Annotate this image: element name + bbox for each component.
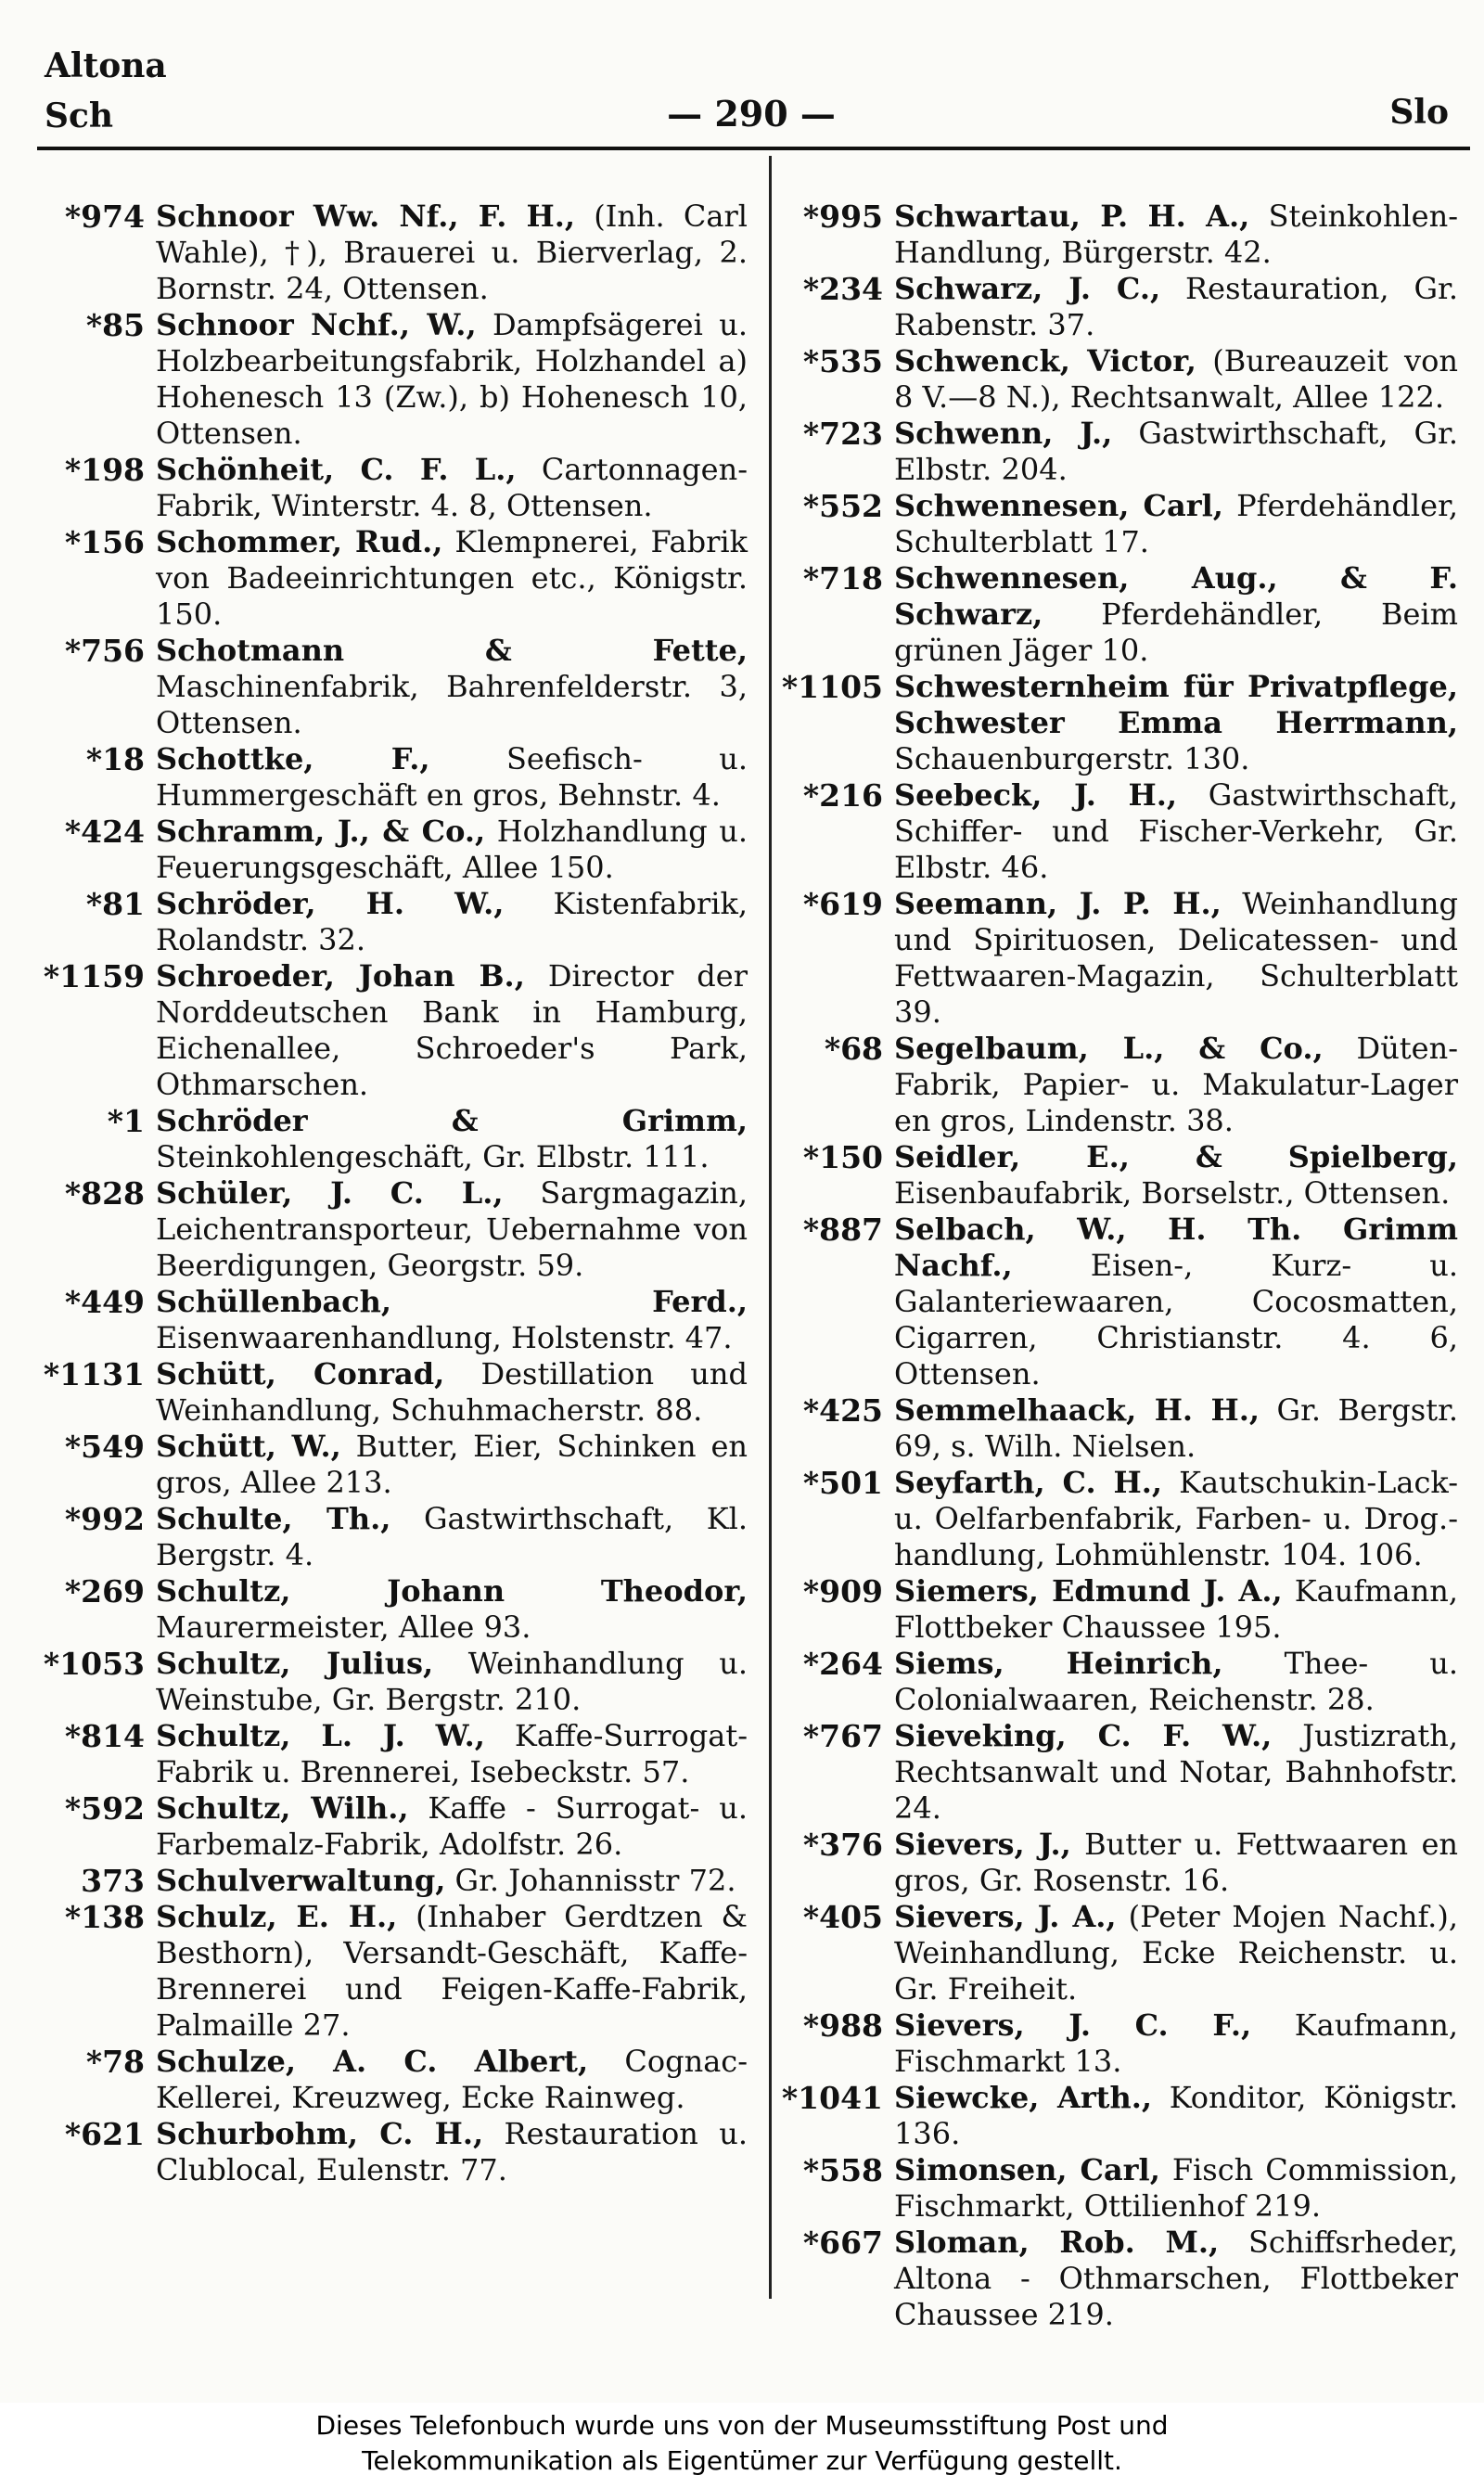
entry-text bbox=[894, 199, 1458, 271]
entry-name: Schönheit, C. F. L., bbox=[156, 452, 517, 487]
entry-name: Seemann, J. P. H., bbox=[894, 886, 1222, 921]
entry-name: Semmelhaack, H. H., bbox=[894, 1392, 1260, 1428]
directory-entry bbox=[781, 777, 1458, 886]
entry-name: Schnoor Ww. Nf., F. H., bbox=[156, 199, 576, 234]
entry-text bbox=[156, 741, 748, 814]
directory-entry bbox=[43, 2116, 748, 2188]
directory-entry bbox=[43, 307, 748, 452]
header-right-key: Slo bbox=[1389, 93, 1449, 132]
entry-text bbox=[156, 1175, 748, 1284]
directory-entry bbox=[781, 2080, 1458, 2152]
entry-description: Director der Norddeutschen Bank in Hamburg, Eichenallee, Schroeder's Park, Othmarschen. bbox=[156, 958, 748, 1102]
phone-number: *78 bbox=[85, 2044, 145, 2080]
phone-number: *1105 bbox=[781, 669, 883, 705]
phone-number: *269 bbox=[64, 1573, 145, 1610]
entry-text bbox=[156, 1501, 748, 1573]
entry-text bbox=[894, 1392, 1458, 1465]
entry-description: Gastwirthschaft, Gr. Elbstr. 204. bbox=[894, 416, 1459, 487]
entry-name: Schütt, W., bbox=[156, 1429, 341, 1464]
directory-entry bbox=[43, 199, 748, 307]
entry-description: Dampfsägerei u. Holzbearbeitungsfabrik, Holzhandel a) Hohenesch 13 (Zw.), b) Hohenesch 10, Ottensen. bbox=[156, 307, 748, 451]
entry-description: Maschinenfabrik, Bahrenfelderstr. 3, Ottensen. bbox=[156, 669, 748, 740]
entry-text bbox=[894, 271, 1458, 343]
entry-description: Düten-Fabrik, Papier- u. Makulatur-Lager en gros, Lindenstr. 38. bbox=[894, 1031, 1459, 1138]
header-rule bbox=[37, 147, 1470, 150]
right-column bbox=[781, 199, 1458, 2333]
phone-number: *449 bbox=[64, 1284, 145, 1320]
directory-entry bbox=[43, 1718, 748, 1790]
entry-description: Destillation und Weinhandlung, Schuhmacherstr. 88. bbox=[156, 1356, 748, 1428]
left-column bbox=[43, 199, 748, 2188]
entry-description: Kaufmann, Flottbeker Chaussee 195. bbox=[894, 1573, 1459, 1645]
phone-number: *1131 bbox=[43, 1356, 145, 1392]
entry-name: Sievers, J. A., bbox=[894, 1899, 1117, 1934]
entry-description: Kaffe-Surrogat-Fabrik u. Brennerei, Isebeckstr. 57. bbox=[156, 1718, 748, 1789]
entry-name: Siemers, Edmund J. A., bbox=[894, 1573, 1283, 1609]
directory-entry bbox=[43, 2044, 748, 2116]
phone-number: *198 bbox=[64, 452, 145, 488]
directory-entry bbox=[781, 1899, 1458, 2007]
entry-text bbox=[894, 488, 1458, 560]
entry-description: Cartonnagen-Fabrik, Winterstr. 4. 8, Ottensen. bbox=[156, 452, 748, 523]
directory-entry bbox=[781, 1212, 1458, 1392]
entry-text bbox=[894, 1718, 1458, 1827]
phone-number: *85 bbox=[85, 307, 145, 343]
entry-description: Thee- u. Colonialwaaren, Reichenstr. 28. bbox=[894, 1646, 1458, 1717]
entry-name: Schwartau, P. H. A., bbox=[894, 199, 1250, 234]
entry-text bbox=[894, 1899, 1458, 2007]
phone-number: *992 bbox=[64, 1501, 145, 1537]
entry-name: Schotmann & Fette, bbox=[156, 633, 748, 668]
entry-name: Schramm, J., & Co., bbox=[156, 814, 486, 849]
phone-number: *425 bbox=[802, 1392, 883, 1429]
directory-entry bbox=[781, 1465, 1458, 1573]
entry-description: Weinhandlung u. Weinstube, Gr. Bergstr. 210. bbox=[156, 1646, 748, 1717]
directory-entry bbox=[43, 1790, 748, 1863]
footer-notice bbox=[0, 2403, 1484, 2488]
entry-text bbox=[156, 1718, 748, 1790]
directory-entry bbox=[781, 1827, 1458, 1899]
entry-name: Simonsen, Carl, bbox=[894, 2152, 1160, 2187]
directory-entry bbox=[781, 2225, 1458, 2333]
entry-name: Schüllenbach, Ferd., bbox=[156, 1284, 748, 1319]
entry-description: (Bureauzeit von 8 V.—8 N.), Rechtsanwalt, Allee 122. bbox=[894, 343, 1458, 415]
entry-description: Butter, Eier, Schinken en gros, Allee 213. bbox=[156, 1429, 748, 1500]
phone-number: *552 bbox=[802, 488, 883, 524]
phone-number: *501 bbox=[802, 1465, 883, 1501]
directory-entry bbox=[781, 1718, 1458, 1827]
phone-number: *767 bbox=[802, 1718, 883, 1754]
entry-name: Siems, Heinrich, bbox=[894, 1646, 1223, 1681]
entry-text bbox=[156, 633, 748, 741]
entry-description: Pferdehändler, Schulterblatt 17. bbox=[894, 488, 1459, 559]
entry-text bbox=[894, 1031, 1458, 1139]
entry-text bbox=[156, 1429, 748, 1501]
entry-description: Seefisch- u. Hummergeschäft en gros, Behnstr. 4. bbox=[156, 741, 748, 813]
phone-number: *909 bbox=[802, 1573, 883, 1610]
entry-description: Steinkohlen-Handlung, Bürgerstr. 42. bbox=[894, 199, 1459, 270]
entry-text bbox=[894, 1827, 1458, 1899]
directory-entry bbox=[781, 488, 1458, 560]
phone-number: *592 bbox=[64, 1790, 145, 1827]
entry-name: Schulte, Th., bbox=[156, 1501, 391, 1536]
entry-text bbox=[156, 1284, 748, 1356]
entry-text bbox=[894, 2080, 1458, 2152]
directory-entry bbox=[781, 2152, 1458, 2225]
entry-name: Schulze, A. C. Albert, bbox=[156, 2044, 589, 2079]
phone-number: *667 bbox=[802, 2225, 883, 2261]
entry-text bbox=[156, 452, 748, 524]
entry-name: Sieveking, C. F. W., bbox=[894, 1718, 1273, 1753]
entry-text bbox=[894, 560, 1458, 669]
entry-description: Weinhandlung und Spirituosen, Delicatessen- und Fettwaaren-Magazin, Schulterblatt 39. bbox=[894, 886, 1458, 1030]
entry-description: Gr. Bergstr. 69, s. Wilh. Nielsen. bbox=[894, 1392, 1459, 1464]
entry-name: Sievers, J. C. F., bbox=[894, 2007, 1252, 2043]
entry-text bbox=[894, 343, 1458, 416]
entry-description: Justizrath, Rechtsanwalt und Notar, Bahnhofstr. 24. bbox=[894, 1718, 1459, 1826]
phone-number: *1159 bbox=[43, 958, 145, 994]
entry-name: Schüler, J. C. L., bbox=[156, 1175, 504, 1211]
entry-description: Schiffsrheder, Altona - Othmarschen, Flottbeker Chaussee 219. bbox=[894, 2225, 1459, 2332]
directory-entry bbox=[781, 1031, 1458, 1139]
entry-description: (Inh. Carl Wahle), †), Brauerei u. Bierverlag, 2. Bornstr. 24, Ottensen. bbox=[156, 199, 748, 306]
entry-description: Kaffe - Surrogat- u. Farbemalz-Fabrik, Adolfstr. 26. bbox=[156, 1790, 748, 1862]
entry-name: Schwenn, J., bbox=[894, 416, 1113, 451]
directory-entry bbox=[43, 814, 748, 886]
directory-entry bbox=[43, 741, 748, 814]
entry-name: Schommer, Rud., bbox=[156, 524, 443, 559]
directory-entry bbox=[43, 1899, 748, 2044]
directory-entry bbox=[43, 524, 748, 633]
entry-name: Schütt, Conrad, bbox=[156, 1356, 445, 1391]
entry-description: Kaufmann, Fischmarkt 13. bbox=[894, 2007, 1458, 2079]
phone-number: *988 bbox=[802, 2007, 883, 2044]
entry-name: Siewcke, Arth., bbox=[894, 2080, 1153, 2115]
entry-name: Schottke, F., bbox=[156, 741, 430, 776]
entry-name: Schnoor Nchf., W., bbox=[156, 307, 477, 342]
phone-number: *558 bbox=[802, 2152, 883, 2188]
entry-description: Steinkohlengeschäft, Gr. Elbstr. 111. bbox=[156, 1139, 710, 1174]
directory-entry bbox=[43, 452, 748, 524]
phone-number: *619 bbox=[802, 886, 883, 922]
entry-name: Seidler, E., & Spielberg, bbox=[894, 1139, 1458, 1174]
directory-entry bbox=[781, 1392, 1458, 1465]
entry-text bbox=[894, 1465, 1458, 1573]
entry-text bbox=[156, 1863, 748, 1899]
entry-description: Cognac-Kellerei, Kreuzweg, Ecke Rainweg. bbox=[156, 2044, 748, 2115]
entry-name: Schwennesen, Aug., & F. Schwarz, bbox=[894, 560, 1458, 632]
entry-description: Klempnerei, Fabrik von Badeeinrichtungen etc., Königstr. 150. bbox=[156, 524, 748, 632]
directory-entry bbox=[781, 560, 1458, 669]
entry-description: Schauenburgerstr. 130. bbox=[894, 741, 1250, 776]
entry-text bbox=[156, 886, 748, 958]
entry-description: (Inhaber Gerdtzen & Besthorn), Versandt-Geschäft, Kaffe-Brennerei und Feigen-Kaffe-Fabrik, Palmaille 27. bbox=[156, 1899, 748, 2043]
directory-entry bbox=[43, 1284, 748, 1356]
entry-description: Holzhandlung u. Feuerungsgeschäft, Allee 150. bbox=[156, 814, 748, 885]
entry-name: Segelbaum, L., & Co., bbox=[894, 1031, 1324, 1066]
page-number: — 290 — bbox=[667, 93, 836, 135]
entry-description: (Peter Mojen Nachf.), Weinhandlung, Ecke Reichenstr. u. Gr. Freiheit. bbox=[894, 1899, 1458, 2007]
entry-name: Seebeck, J. H., bbox=[894, 777, 1178, 813]
directory-entry bbox=[43, 1863, 748, 1899]
entry-description: Eisenwaarenhandlung, Holstenstr. 47. bbox=[156, 1320, 733, 1355]
entry-name: Sloman, Rob. M., bbox=[894, 2225, 1220, 2260]
directory-entry bbox=[781, 2007, 1458, 2080]
entry-name: Schultz, Julius, bbox=[156, 1646, 434, 1681]
entry-description: Gastwirthschaft, Kl. Bergstr. 4. bbox=[156, 1501, 748, 1572]
directory-entry bbox=[781, 669, 1458, 777]
phone-number: *995 bbox=[802, 199, 883, 235]
phone-number: 373 bbox=[81, 1863, 145, 1899]
phone-number: *621 bbox=[64, 2116, 145, 2152]
entry-description: Kistenfabrik, Rolandstr. 32. bbox=[156, 886, 748, 957]
entry-description: Eisenbaufabrik, Borselstr., Ottensen. bbox=[894, 1175, 1451, 1211]
phone-number: *718 bbox=[802, 560, 883, 596]
entry-text bbox=[156, 1356, 748, 1429]
phone-number: *828 bbox=[64, 1175, 145, 1212]
phone-number: *376 bbox=[802, 1827, 883, 1863]
entry-description: Restauration u. Clublocal, Eulenstr. 77. bbox=[156, 2116, 748, 2187]
phone-number: *814 bbox=[64, 1718, 145, 1754]
directory-entry bbox=[43, 1646, 748, 1718]
entry-name: Schwennesen, Carl, bbox=[894, 488, 1223, 523]
directory-entry bbox=[781, 1139, 1458, 1212]
directory-entry bbox=[781, 199, 1458, 271]
entry-description: Gastwirthschaft, Schiffer- und Fischer-Verkehr, Gr. Elbstr. 46. bbox=[894, 777, 1459, 885]
entry-text bbox=[156, 1790, 748, 1863]
entry-description: Gr. Johannisstr 72. bbox=[454, 1863, 736, 1898]
directory-entry bbox=[43, 1501, 748, 1573]
phone-number: *405 bbox=[802, 1899, 883, 1935]
header-left-key: Sch bbox=[45, 96, 114, 135]
directory-entry bbox=[43, 633, 748, 741]
entry-name: Schröder & Grimm, bbox=[156, 1103, 748, 1138]
entry-text bbox=[156, 1899, 748, 2044]
entry-name: Schwenck, Victor, bbox=[894, 343, 1196, 378]
entry-description: Butter u. Fettwaaren en gros, Gr. Rosenstr. 16. bbox=[894, 1827, 1459, 1898]
phone-number: *216 bbox=[802, 777, 883, 814]
directory-entry bbox=[781, 886, 1458, 1031]
entry-text bbox=[156, 1573, 748, 1646]
entry-description: Maurermeister, Allee 93. bbox=[156, 1610, 531, 1645]
entry-name: Schultz, Wilh., bbox=[156, 1790, 409, 1826]
phone-number: *887 bbox=[802, 1212, 883, 1248]
entry-name: Schurbohm, C. H., bbox=[156, 2116, 484, 2151]
phone-number: *723 bbox=[802, 416, 883, 452]
entry-text bbox=[894, 2225, 1458, 2333]
entry-name: Schwesternheim für Privatpflege, Schwester Emma Herrmann, bbox=[894, 669, 1458, 740]
entry-text bbox=[156, 2116, 748, 2188]
entry-text bbox=[894, 777, 1458, 886]
entry-description: Eisen-, Kurz- u. Galanteriewaaren, Cocosmatten, Cigarren, Christianstr. 4. 6, Ottensen. bbox=[894, 1248, 1459, 1391]
directory-entry bbox=[43, 958, 748, 1103]
footer-line-1: Dieses Telefonbuch wurde uns von der Museumsstiftung Post und bbox=[315, 2410, 1169, 2441]
phone-number: *424 bbox=[64, 814, 145, 850]
entry-text bbox=[894, 2007, 1458, 2080]
phone-number: *535 bbox=[802, 343, 883, 379]
directory-entry bbox=[43, 886, 748, 958]
entry-name: Schulz, E. H., bbox=[156, 1899, 398, 1934]
entry-description: Kautschukin-Lack- u. Oelfarbenfabrik, Farben- u. Drog.-handlung, Lohmühlenstr. 104. 106. bbox=[894, 1465, 1459, 1572]
phone-number: *156 bbox=[64, 524, 145, 560]
directory-entry bbox=[43, 1103, 748, 1175]
entry-name: Schröder, H. W., bbox=[156, 886, 505, 921]
footer-line-2: Telekommunikation als Eigentümer zur Verfügung gestellt. bbox=[362, 2445, 1122, 2476]
entry-text bbox=[156, 1646, 748, 1718]
directory-entry bbox=[781, 1646, 1458, 1718]
entry-text bbox=[894, 1212, 1458, 1392]
directory-entry bbox=[781, 271, 1458, 343]
phone-number: *68 bbox=[824, 1031, 883, 1067]
entry-name: Schultz, Johann Theodor, bbox=[156, 1573, 748, 1609]
phone-number: *234 bbox=[802, 271, 883, 307]
phone-number: *1 bbox=[107, 1103, 145, 1139]
entry-text bbox=[894, 669, 1458, 777]
directory-entry bbox=[781, 416, 1458, 488]
directory-entry bbox=[43, 1175, 748, 1284]
phone-number: *1053 bbox=[43, 1646, 145, 1682]
phone-number: *974 bbox=[64, 199, 145, 235]
entry-text bbox=[894, 1573, 1458, 1646]
phone-number: *264 bbox=[802, 1646, 883, 1682]
entry-text bbox=[156, 307, 748, 452]
entry-description: Fisch Commission, Fischmarkt, Ottilienhof 219. bbox=[894, 2152, 1459, 2224]
entry-name: Selbach, W., H. Th. Grimm Nachf., bbox=[894, 1212, 1458, 1283]
directory-entry bbox=[781, 1573, 1458, 1646]
entry-name: Schultz, L. J. W., bbox=[156, 1718, 485, 1753]
entry-text bbox=[156, 199, 748, 307]
directory-entry bbox=[43, 1573, 748, 1646]
entry-text bbox=[156, 958, 748, 1103]
phone-number: *756 bbox=[64, 633, 145, 669]
entry-text bbox=[894, 1139, 1458, 1212]
phone-number: *1041 bbox=[781, 2080, 883, 2116]
column-divider bbox=[769, 156, 772, 2299]
directory-entry bbox=[43, 1429, 748, 1501]
directory-entry bbox=[781, 343, 1458, 416]
entry-description: Pferdehändler, Beim grünen Jäger 10. bbox=[894, 596, 1458, 668]
directory-entry bbox=[43, 1356, 748, 1429]
phone-number: *81 bbox=[85, 886, 145, 922]
entry-text bbox=[156, 2044, 748, 2116]
entry-text bbox=[156, 1103, 748, 1175]
entry-text bbox=[156, 814, 748, 886]
entry-description: Restauration, Gr. Rabenstr. 37. bbox=[894, 271, 1459, 342]
entry-text bbox=[894, 886, 1458, 1031]
entry-name: Sievers, J., bbox=[894, 1827, 1071, 1862]
entry-description: Konditor, Königstr. 136. bbox=[894, 2080, 1459, 2151]
entry-text bbox=[894, 1646, 1458, 1718]
entry-text bbox=[156, 524, 748, 633]
entry-text bbox=[894, 2152, 1458, 2225]
entry-description: Sargmagazin, Leichentransporteur, Uebernahme von Beerdigungen, Georgstr. 59. bbox=[156, 1175, 748, 1283]
phone-number: *150 bbox=[802, 1139, 883, 1175]
entry-name: Schulverwaltung, bbox=[156, 1863, 446, 1898]
phone-number: *138 bbox=[64, 1899, 145, 1935]
entry-name: Seyfarth, C. H., bbox=[894, 1465, 1163, 1500]
phone-number: *549 bbox=[64, 1429, 145, 1465]
entry-name: Schroeder, Johan B., bbox=[156, 958, 525, 994]
phone-number: *18 bbox=[85, 741, 145, 777]
entry-text bbox=[894, 416, 1458, 488]
entry-name: Schwarz, J. C., bbox=[894, 271, 1161, 306]
header-place: Altona bbox=[45, 46, 167, 85]
